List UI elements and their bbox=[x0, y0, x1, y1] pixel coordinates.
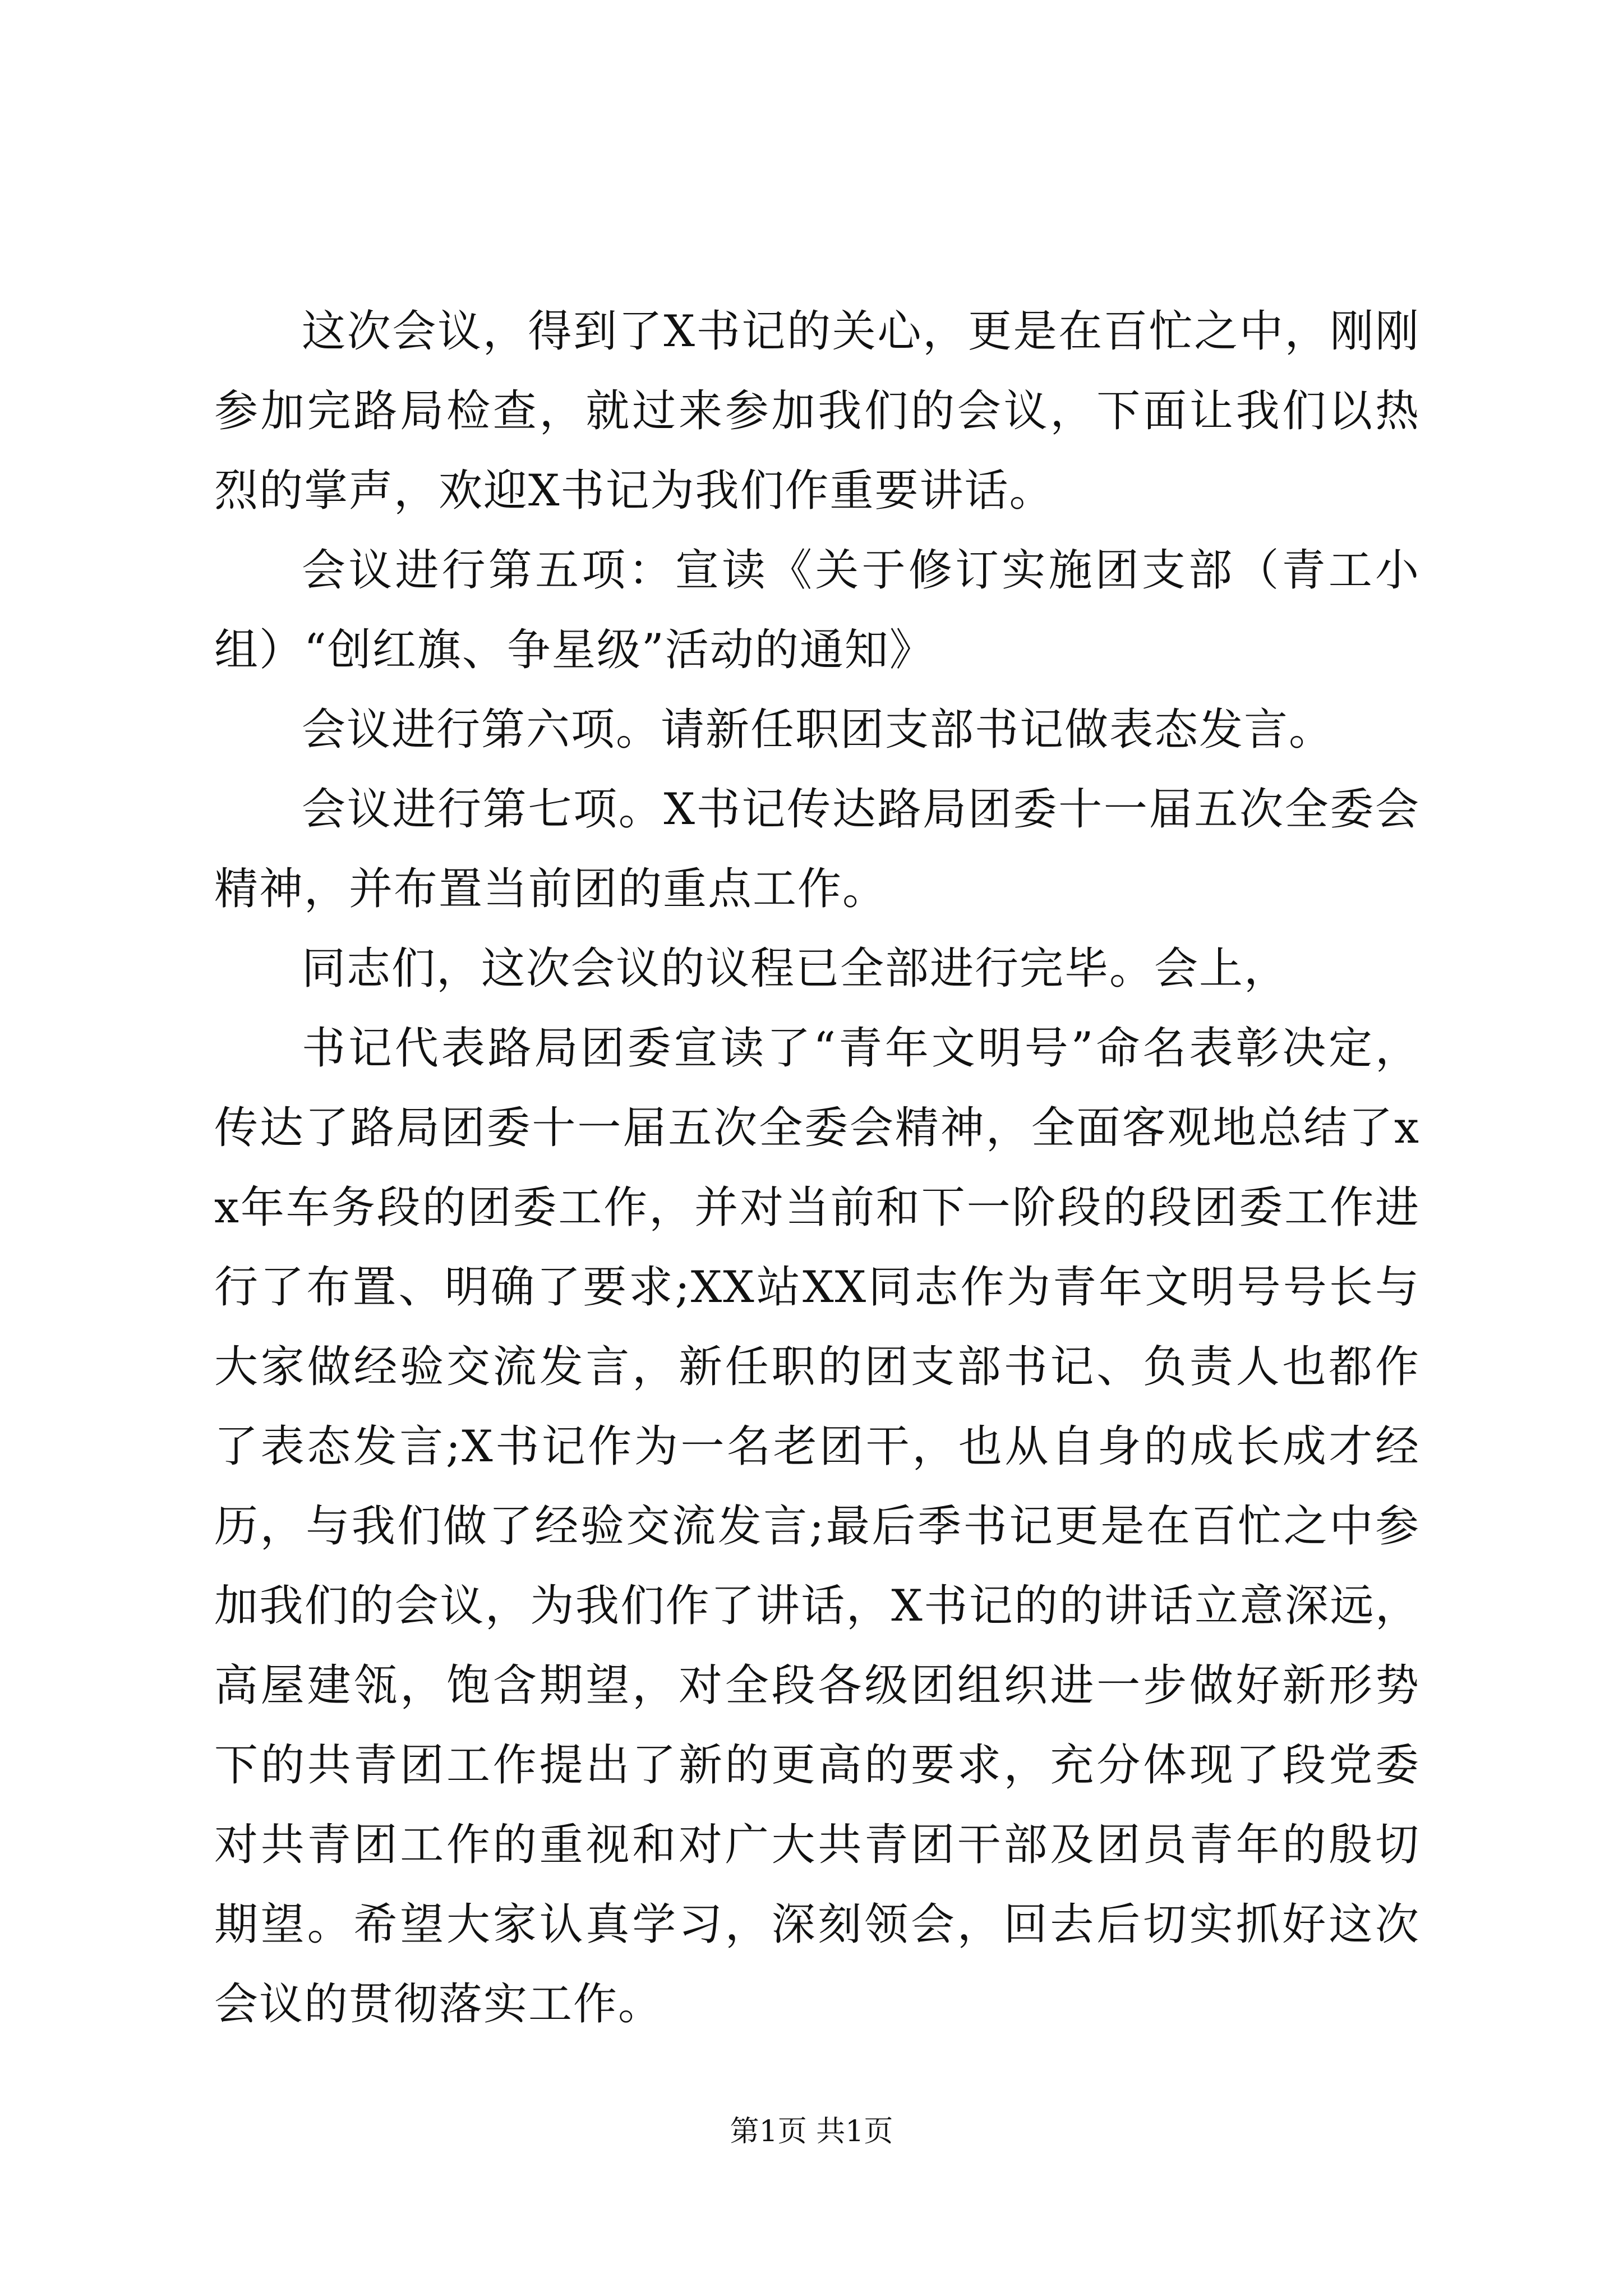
page-footer: 第1页 共1页 bbox=[730, 2115, 893, 2148]
paragraph: 会议进行第六项。请新任职团支部书记做表态发言。 bbox=[302, 705, 1334, 755]
paragraph: 会议进行第五项：宣读《关于修订实施团支部（青工小组）“创红旗、争星级”活动的通知》 bbox=[214, 545, 1420, 675]
paragraph: 书记代表路局团委宣读了“青年文明号”命名表彰决定，传达了路局团委十一届五次全委会精神，全面客观地总结了xx年车务段的团委工作，并对当前和下一阶段的段团委工作进行了布置、明确了要求;XX站XX同志作为青年文明号号长与大家做经验交流发言，新任职的团支部书记、负责人也都作了表态发言;X书记作为一名老团干，也从自身的成长成才经历，与我们做了经验交流发言;最后季书记更是在百忙之中参加我们的会议，为我们作了讲话，X书记的的讲话立意深远，高屋建瓴，饱含期望，对全段各级团组织进一步做好新形势下的共青团工作提出了新的更高的要求，充分体现了段党委对共青团工作的重视和对广大共青团干部及团员青年的殷切期望。希望大家认真学习，深刻领会，回去后切实抓好这次会议的贯彻落实工作。 bbox=[214, 1023, 1420, 2030]
paragraph: 同志们，这次会议的议程已全部进行完毕。会上， bbox=[302, 944, 1289, 994]
paragraph: 这次会议，得到了X书记的关心，更是在百忙之中，刚刚参加完路局检查，就过来参加我们的会议，下面让我们以热烈的掌声，欢迎X书记为我们作重要讲话。 bbox=[214, 306, 1420, 516]
document-body bbox=[214, 292, 1420, 2044]
paragraph: 会议进行第七项。X书记传达路局团委十一届五次全委会精神，并布置当前团的重点工作。 bbox=[214, 784, 1420, 914]
